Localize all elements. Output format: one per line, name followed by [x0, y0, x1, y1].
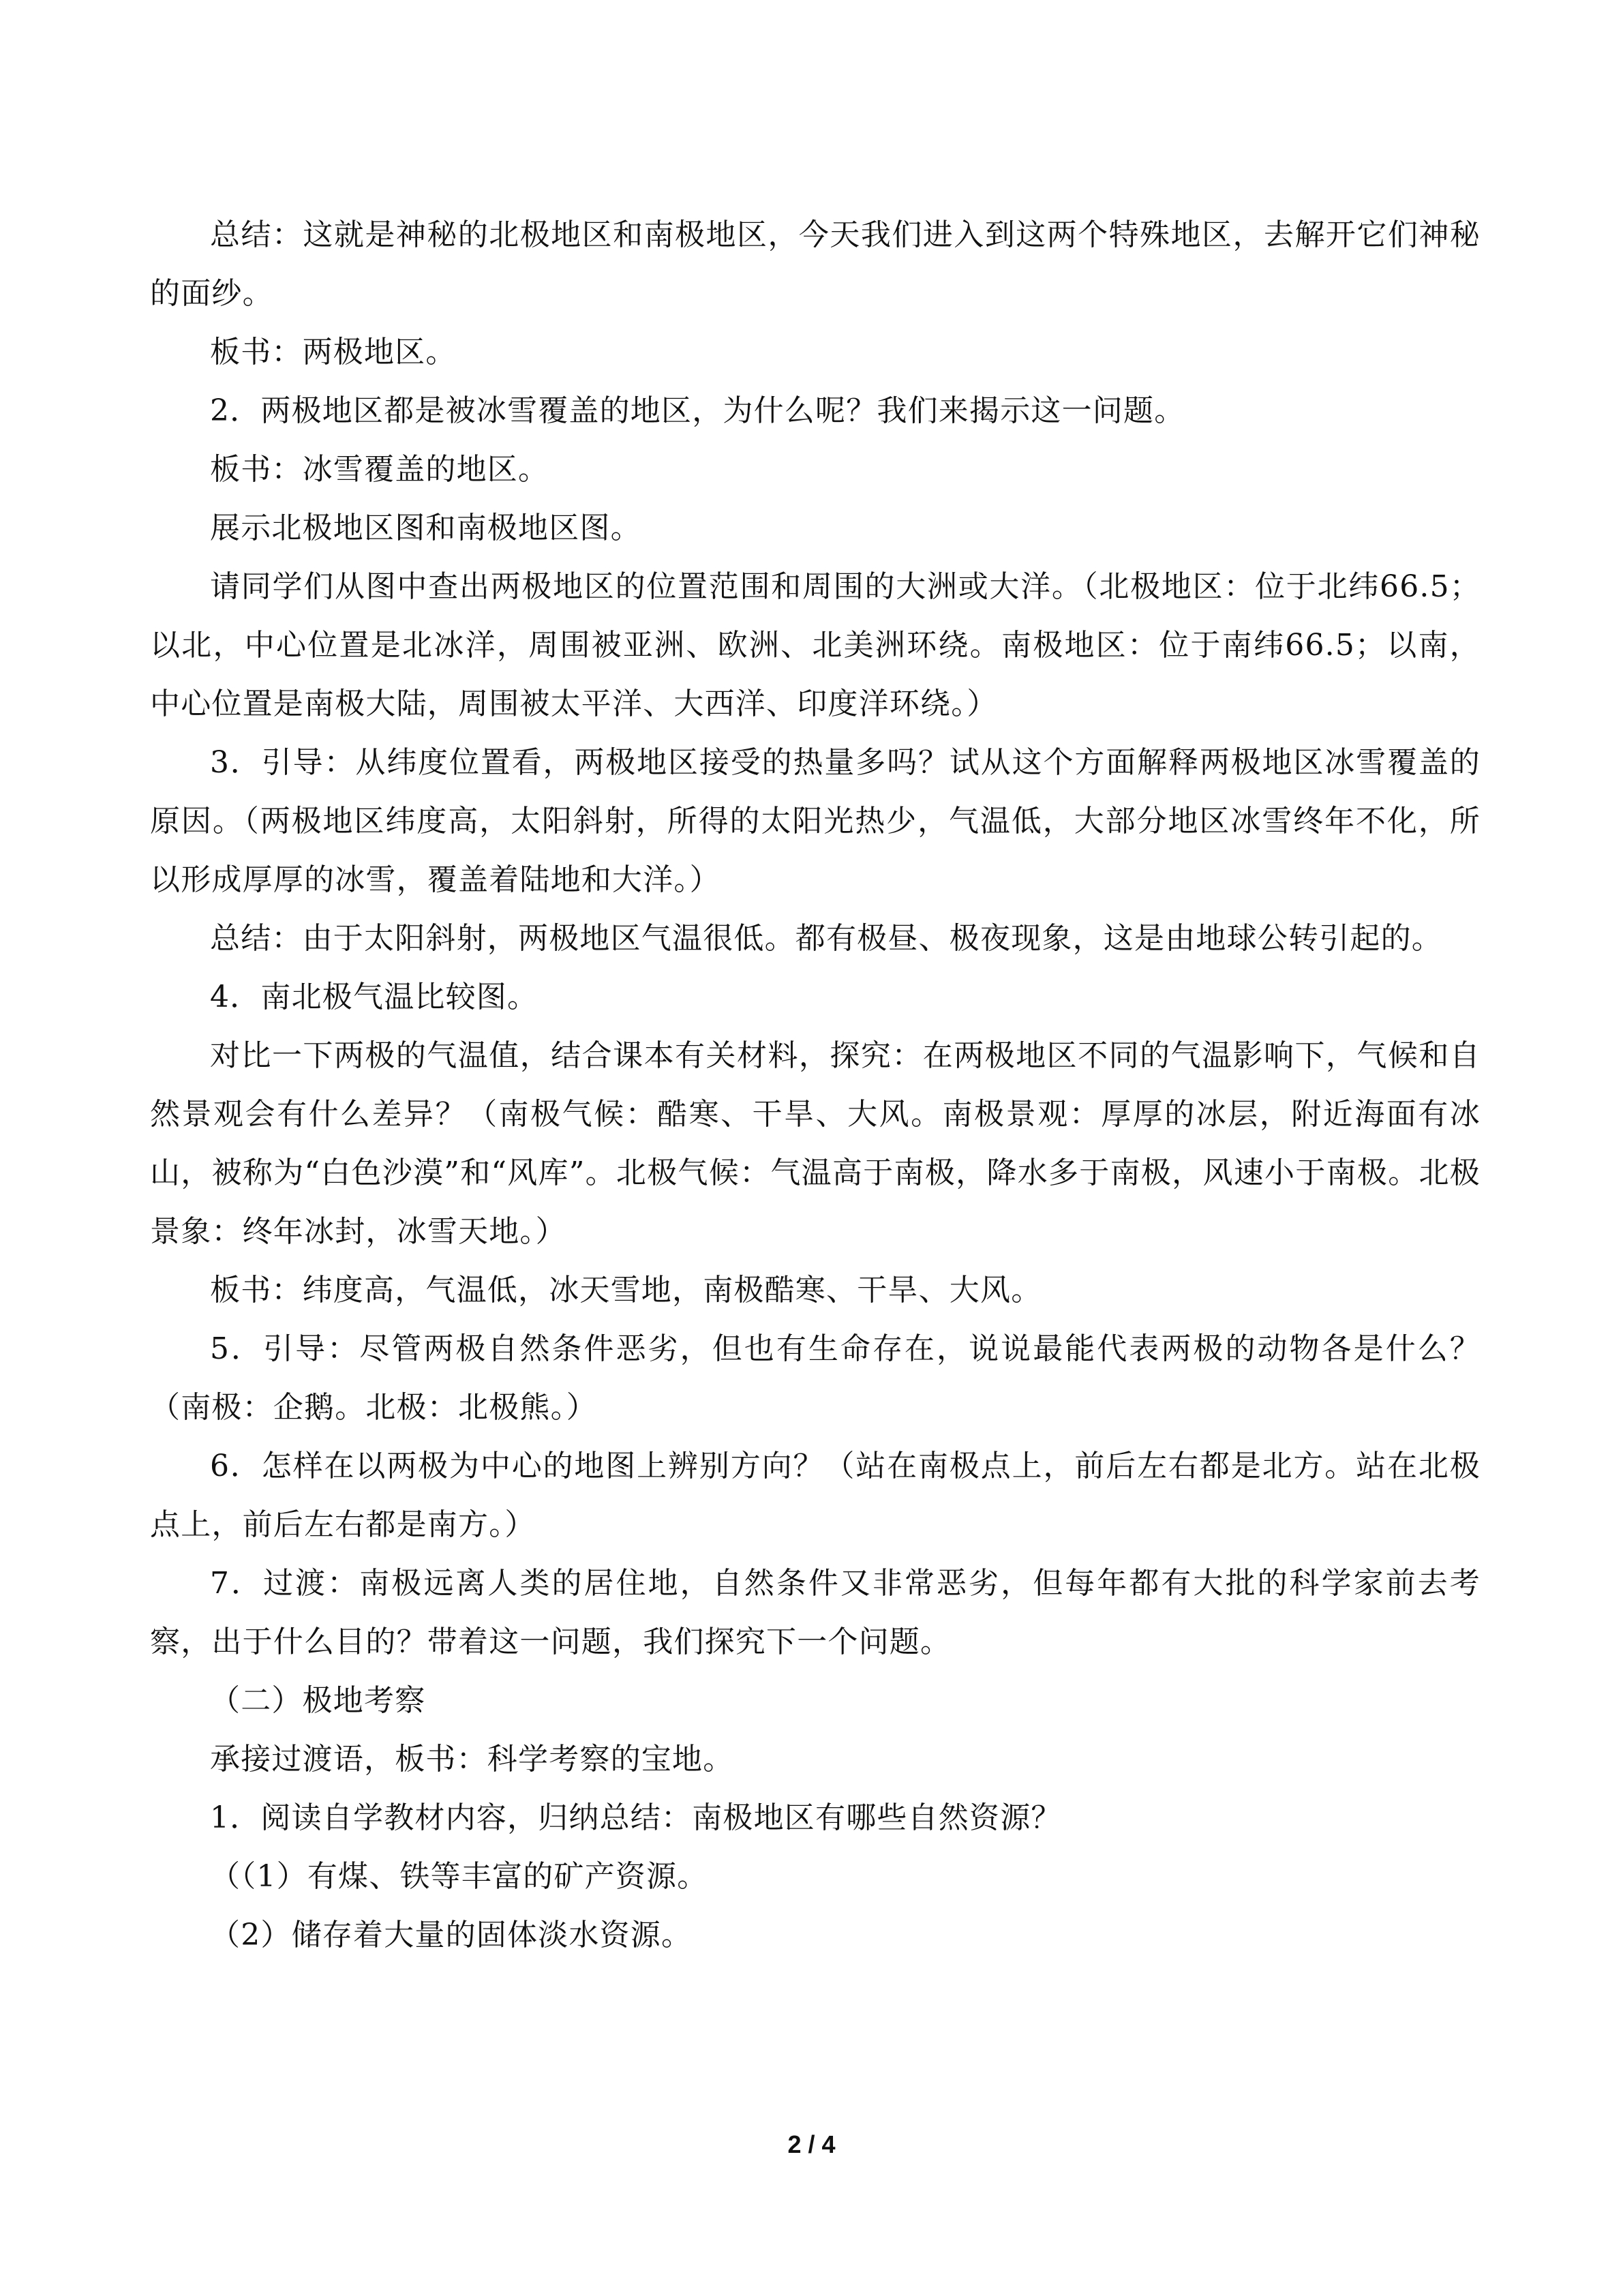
paragraph-item-5: 5．引导：尽管两极自然条件恶劣，但也有生命存在，说说最能代表两极的动物各是什么？（南极：企鹅。北极：北极熊。） — [150, 1331, 1481, 1425]
paragraph-compare-climate: 对比一下两极的气温值，结合课本有关材料，探究：在两极地区不同的气温影响下，气候和自然景观会有什么差异？（南极气候：酷寒、干旱、大风。南极景观：厚厚的冰层，附近海面有冰山，被称为“白色沙漠”和“风库”。北极气候：气温高于南极，降水多于南极，风速小于南极。北极景象：终年冰封，冰雪天地。） — [150, 1038, 1481, 1249]
paragraph-location-task: 请同学们从图中查出两极地区的位置范围和周围的大洲或大洋。（北极地区：位于北纬66.5；以北，中心位置是北冰洋，周围被亚洲、欧洲、北美洲环绕。南极地区：位于南纬66.5；以南，中心位置是南极大陆，周围被太平洋、大西洋、印度洋环绕。） — [150, 569, 1481, 721]
section-heading-polar-expedition: （二）极地考察 — [210, 1683, 426, 1718]
paragraph-item-6: 6．怎样在以两极为中心的地图上辨别方向？（站在南极点上，前后左右都是北方。站在北极点上，前后左右都是南方。） — [150, 1449, 1481, 1542]
document-body — [150, 206, 1481, 1965]
paragraph-board-note-ice-covered: 板书：冰雪覆盖的地区。 — [210, 452, 549, 487]
paragraph-summary-intro: 总结：这就是神秘的北极地区和南极地区，今天我们进入到这两个特殊地区，去解开它们神秘的面纱。 — [150, 217, 1481, 311]
paragraph-summary-sun: 总结：由于太阳斜射，两极地区气温很低。都有极昼、极夜现象，这是由地球公转引起的。 — [210, 921, 1442, 956]
paragraph-resources-question: 1．阅读自学教材内容，归纳总结：南极地区有哪些自然资源？ — [210, 1800, 1062, 1835]
paragraph-item-7: 7．过渡：南极远离人类的居住地，自然条件又非常恶劣，但每年都有大批的科学家前去考察，出于什么目的？带着这一问题，我们探究下一个问题。 — [150, 1566, 1481, 1659]
list-item-fresh-water: （2）储存着大量的固体淡水资源。 — [210, 1918, 693, 1952]
list-item-mineral-resources: （（1）有煤、铁等丰富的矿产资源。 — [210, 1859, 708, 1894]
page-number: 2 / 4 — [787, 2130, 836, 2158]
paragraph-board-note-polar-regions: 板书：两极地区。 — [210, 335, 457, 369]
paragraph-item-4: 4．南北极气温比较图。 — [210, 980, 539, 1014]
paragraph-board-note-science: 承接过渡语，板书：科学考察的宝地。 — [210, 1742, 734, 1777]
paragraph-item-2: 2．两极地区都是被冰雪覆盖的地区，为什么呢？我们来揭示这一问题。 — [210, 393, 1185, 428]
paragraph-board-note-latitude: 板书：纬度高，气温低，冰天雪地，南极酷寒、干旱、大风。 — [210, 1273, 1042, 1308]
paragraph-show-maps: 展示北极地区图和南极地区图。 — [210, 511, 641, 545]
paragraph-item-3: 3．引导：从纬度位置看，两极地区接受的热量多吗？试从这个方面解释两极地区冰雪覆盖的原因。（两极地区纬度高，太阳斜射，所得的太阳光热少，气温低，大部分地区冰雪终年不化，所以形成厚厚的冰雪，覆盖着陆地和大洋。） — [150, 745, 1481, 897]
